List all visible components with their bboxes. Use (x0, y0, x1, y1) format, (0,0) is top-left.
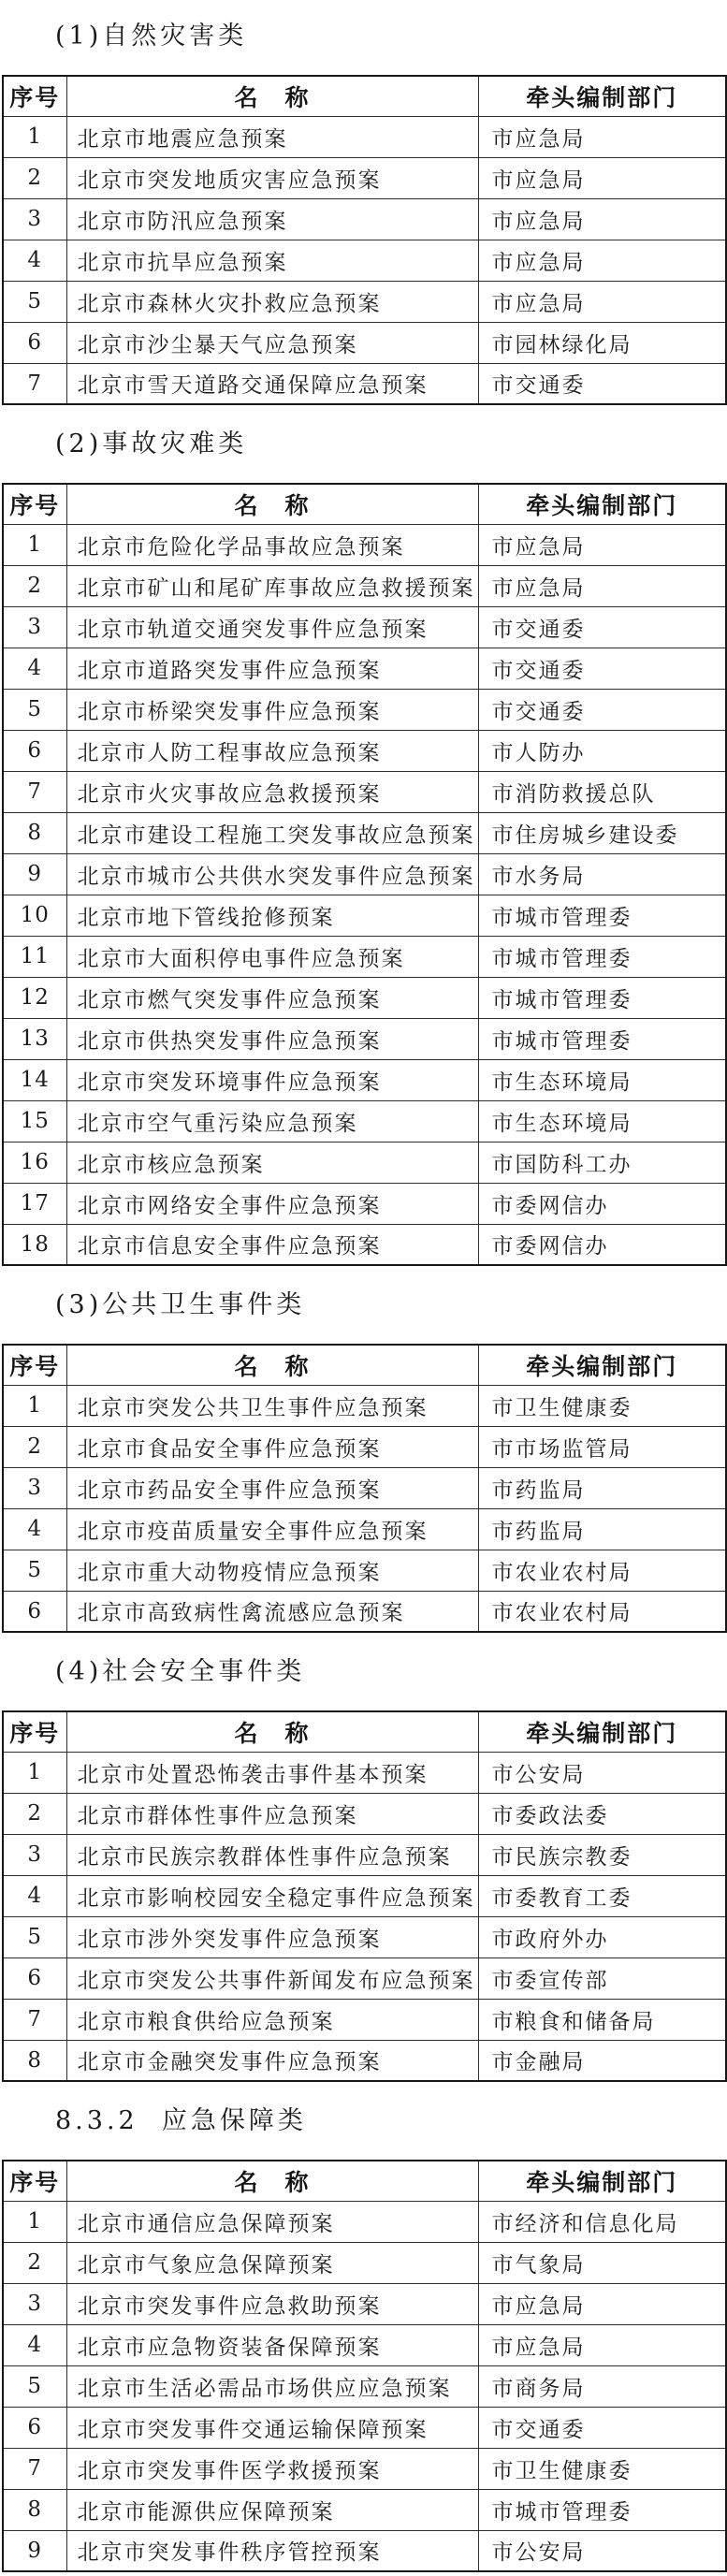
lead-department: 市城市管理委 (478, 977, 726, 1018)
row-index: 6 (3, 322, 66, 363)
plan-name: 北京市核应急预案 (66, 1142, 478, 1183)
column-header-department: 牵头编制部门 (478, 1345, 726, 1385)
table-row (3, 2530, 726, 2571)
row-index: 6 (3, 2407, 66, 2448)
plan-name: 北京市突发地质灾害应急预案 (66, 157, 478, 198)
lead-department: 市委教育工委 (478, 1875, 726, 1916)
plan-name: 北京市生活必需品市场供应应急预案 (66, 2365, 478, 2407)
table-header-row (3, 2161, 726, 2201)
plan-name: 北京市空气重污染应急预案 (66, 1100, 478, 1142)
row-index: 7 (3, 363, 66, 404)
lead-department: 市民族宗教委 (478, 1834, 726, 1875)
lead-department: 市应急局 (478, 116, 726, 157)
plan-name: 北京市突发环境事件应急预案 (66, 1059, 478, 1100)
table-row (3, 281, 726, 322)
table-header-row (3, 484, 726, 524)
lead-department: 市政府外办 (478, 1916, 726, 1957)
row-index: 2 (3, 1793, 66, 1834)
plan-name: 北京市处置恐怖袭击事件基本预案 (66, 1752, 478, 1793)
table-row (3, 2201, 726, 2242)
plan-section (2, 1289, 726, 1633)
row-index: 5 (3, 281, 66, 322)
plan-name: 北京市信息安全事件应急预案 (66, 1224, 478, 1265)
table-row (3, 116, 726, 157)
table-row (3, 1100, 726, 1142)
plan-name: 北京市群体性事件应急预案 (66, 1793, 478, 1834)
lead-department: 市药监局 (478, 1467, 726, 1508)
column-header-name: 名 称 (66, 2161, 478, 2201)
section-heading: (4)社会安全事件类 (55, 1657, 306, 1686)
plan-name: 北京市道路突发事件应急预案 (66, 648, 478, 689)
table-row (3, 2242, 726, 2283)
table-row (3, 606, 726, 648)
row-index: 5 (3, 1916, 66, 1957)
row-index: 4 (3, 2324, 66, 2365)
lead-department: 市应急局 (478, 157, 726, 198)
lead-department: 市应急局 (478, 2283, 726, 2324)
table-header-row (3, 1345, 726, 1385)
plan-name: 北京市地下管线抢修预案 (66, 895, 478, 936)
table-body (3, 524, 726, 1265)
table-row (3, 1183, 726, 1224)
column-header-department: 牵头编制部门 (478, 2161, 726, 2201)
table-row (3, 2407, 726, 2448)
table-row (3, 1957, 726, 1999)
table-body (3, 1385, 726, 1632)
table-row (3, 771, 726, 812)
plan-name: 北京市供热突发事件应急预案 (66, 1018, 478, 1059)
lead-department: 市公安局 (478, 2530, 726, 2571)
lead-department: 市农业农村局 (478, 1550, 726, 1591)
lead-department: 市气象局 (478, 2242, 726, 2283)
plan-name: 北京市气象应急保障预案 (66, 2242, 478, 2283)
table-row (3, 198, 726, 240)
plan-name: 北京市能源供应保障预案 (66, 2489, 478, 2530)
row-index: 5 (3, 689, 66, 730)
table-row (3, 1059, 726, 1100)
row-index: 14 (3, 1059, 66, 1100)
lead-department: 市国防科工办 (478, 1142, 726, 1183)
table-row (3, 2040, 726, 2081)
table-row (3, 2489, 726, 2530)
lead-department: 市城市管理委 (478, 2489, 726, 2530)
plan-name: 北京市药品安全事件应急预案 (66, 1467, 478, 1508)
row-index: 10 (3, 895, 66, 936)
lead-department: 市生态环境局 (478, 1059, 726, 1100)
column-header-department: 牵头编制部门 (478, 1711, 726, 1752)
plan-name: 北京市地震应急预案 (66, 116, 478, 157)
plan-section (2, 1656, 726, 2082)
table-row (3, 322, 726, 363)
table-row (3, 648, 726, 689)
row-index: 4 (3, 240, 66, 281)
row-index: 13 (3, 1018, 66, 1059)
row-index: 7 (3, 2448, 66, 2489)
plan-name: 北京市轨道交通突发事件应急预案 (66, 606, 478, 648)
plan-name: 北京市突发事件秩序管控预案 (66, 2530, 478, 2571)
row-index: 3 (3, 2283, 66, 2324)
lead-department: 市应急局 (478, 524, 726, 565)
lead-department: 市交通委 (478, 689, 726, 730)
lead-department: 市消防救援总队 (478, 771, 726, 812)
column-header-index: 序号 (3, 2161, 66, 2201)
section-heading: (1)自然灾害类 (55, 22, 248, 51)
plan-section (2, 2105, 726, 2572)
plan-name: 北京市危险化学品事故应急预案 (66, 524, 478, 565)
row-index: 2 (3, 565, 66, 606)
plan-table (2, 1344, 727, 1633)
plan-name: 北京市桥梁突发事件应急预案 (66, 689, 478, 730)
row-index: 2 (3, 1426, 66, 1467)
plan-name: 北京市火灾事故应急救援预案 (66, 771, 478, 812)
plan-name: 北京市网络安全事件应急预案 (66, 1183, 478, 1224)
table-row (3, 1793, 726, 1834)
lead-department: 市商务局 (478, 2365, 726, 2407)
plan-name: 北京市突发公共卫生事件应急预案 (66, 1385, 478, 1426)
lead-department: 市水务局 (478, 853, 726, 895)
table-row (3, 1752, 726, 1793)
table-row (3, 1224, 726, 1265)
row-index: 8 (3, 2489, 66, 2530)
table-row (3, 524, 726, 565)
row-index: 3 (3, 198, 66, 240)
lead-department: 市农业农村局 (478, 1591, 726, 1632)
column-header-index: 序号 (3, 1711, 66, 1752)
table-row (3, 853, 726, 895)
lead-department: 市卫生健康委 (478, 1385, 726, 1426)
lead-department: 市住房城乡建设委 (478, 812, 726, 853)
table-row (3, 1018, 726, 1059)
row-index: 9 (3, 853, 66, 895)
column-header-name: 名 称 (66, 1711, 478, 1752)
plan-table (2, 483, 727, 1266)
plan-table (2, 1710, 727, 2082)
table-row (3, 1875, 726, 1916)
table-header-row (3, 1711, 726, 1752)
plan-name: 北京市防汛应急预案 (66, 198, 478, 240)
plan-name: 北京市雪天道路交通保障应急预案 (66, 363, 478, 404)
lead-department: 市委网信办 (478, 1183, 726, 1224)
lead-department: 市应急局 (478, 198, 726, 240)
row-index: 4 (3, 1875, 66, 1916)
row-index: 2 (3, 157, 66, 198)
row-index: 1 (3, 524, 66, 565)
lead-department: 市委宣传部 (478, 1957, 726, 1999)
table-row (3, 812, 726, 853)
plan-section (2, 429, 726, 1266)
lead-department: 市应急局 (478, 565, 726, 606)
table-row (3, 157, 726, 198)
lead-department: 市金融局 (478, 2040, 726, 2081)
table-row (3, 1550, 726, 1591)
plan-name: 北京市抗旱应急预案 (66, 240, 478, 281)
lead-department: 市经济和信息化局 (478, 2201, 726, 2242)
plan-section (2, 21, 726, 405)
plan-name: 北京市人防工程事故应急预案 (66, 730, 478, 771)
column-header-index: 序号 (3, 76, 66, 116)
lead-department: 市交通委 (478, 606, 726, 648)
table-row (3, 363, 726, 404)
section-heading: (2)事故灾难类 (55, 429, 248, 458)
plan-name: 北京市影响校园安全稳定事件应急预案 (66, 1875, 478, 1916)
row-index: 11 (3, 936, 66, 977)
lead-department: 市卫生健康委 (478, 2448, 726, 2489)
plan-name: 北京市大面积停电事件应急预案 (66, 936, 478, 977)
table-body (3, 116, 726, 404)
column-header-department: 牵头编制部门 (478, 484, 726, 524)
plan-name: 北京市通信应急保障预案 (66, 2201, 478, 2242)
table-row (3, 895, 726, 936)
row-index: 8 (3, 2040, 66, 2081)
section-heading: 8.3.2 应急保障类 (55, 2106, 307, 2135)
row-index: 3 (3, 606, 66, 648)
row-index: 1 (3, 116, 66, 157)
table-row (3, 2448, 726, 2489)
row-index: 7 (3, 771, 66, 812)
table-row (3, 2324, 726, 2365)
plan-name: 北京市涉外突发事件应急预案 (66, 1916, 478, 1957)
lead-department: 市城市管理委 (478, 1018, 726, 1059)
row-index: 8 (3, 812, 66, 853)
table-row (3, 1426, 726, 1467)
lead-department: 市城市管理委 (478, 936, 726, 977)
lead-department: 市交通委 (478, 648, 726, 689)
table-row (3, 240, 726, 281)
row-index: 5 (3, 2365, 66, 2407)
plan-name: 北京市矿山和尾矿库事故应急救援预案 (66, 565, 478, 606)
row-index: 4 (3, 1508, 66, 1550)
lead-department: 市应急局 (478, 2324, 726, 2365)
lead-department: 市交通委 (478, 363, 726, 404)
row-index: 15 (3, 1100, 66, 1142)
plan-sections-container (2, 21, 726, 2572)
lead-department: 市交通委 (478, 2407, 726, 2448)
plan-name: 北京市突发事件交通运输保障预案 (66, 2407, 478, 2448)
row-index: 3 (3, 1467, 66, 1508)
lead-department: 市园林绿化局 (478, 322, 726, 363)
lead-department: 市公安局 (478, 1752, 726, 1793)
plan-name: 北京市突发事件应急救助预案 (66, 2283, 478, 2324)
table-row (3, 565, 726, 606)
table-row (3, 730, 726, 771)
row-index: 16 (3, 1142, 66, 1183)
row-index: 1 (3, 1385, 66, 1426)
plan-name: 北京市应急物资装备保障预案 (66, 2324, 478, 2365)
plan-table (2, 2160, 727, 2572)
column-header-index: 序号 (3, 484, 66, 524)
plan-name: 北京市疫苗质量安全事件应急预案 (66, 1508, 478, 1550)
lead-department: 市粮食和储备局 (478, 1999, 726, 2040)
row-index: 18 (3, 1224, 66, 1265)
plan-name: 北京市食品安全事件应急预案 (66, 1426, 478, 1467)
table-row (3, 1916, 726, 1957)
table-row (3, 977, 726, 1018)
plan-name: 北京市森林火灾扑救应急预案 (66, 281, 478, 322)
row-index: 3 (3, 1834, 66, 1875)
section-heading: (3)公共卫生事件类 (55, 1290, 306, 1319)
table-row (3, 1142, 726, 1183)
table-row (3, 1999, 726, 2040)
table-row (3, 1508, 726, 1550)
column-header-department: 牵头编制部门 (478, 76, 726, 116)
lead-department: 市城市管理委 (478, 895, 726, 936)
column-header-index: 序号 (3, 1345, 66, 1385)
plan-name: 北京市突发公共事件新闻发布应急预案 (66, 1957, 478, 1999)
plan-name: 北京市突发事件医学救援预案 (66, 2448, 478, 2489)
plan-name: 北京市沙尘暴天气应急预案 (66, 322, 478, 363)
plan-name: 北京市燃气突发事件应急预案 (66, 977, 478, 1018)
row-index: 17 (3, 1183, 66, 1224)
table-header-row (3, 76, 726, 116)
row-index: 6 (3, 1591, 66, 1632)
lead-department: 市委网信办 (478, 1224, 726, 1265)
table-row (3, 2283, 726, 2324)
row-index: 9 (3, 2530, 66, 2571)
plan-name: 北京市粮食供给应急预案 (66, 1999, 478, 2040)
lead-department: 市药监局 (478, 1508, 726, 1550)
plan-name: 北京市金融突发事件应急预案 (66, 2040, 478, 2081)
column-header-name: 名 称 (66, 1345, 478, 1385)
table-row (3, 689, 726, 730)
row-index: 2 (3, 2242, 66, 2283)
lead-department: 市市场监管局 (478, 1426, 726, 1467)
table-body (3, 1752, 726, 2081)
table-row (3, 1591, 726, 1632)
plan-table (2, 75, 727, 405)
plan-name: 北京市高致病性禽流感应急预案 (66, 1591, 478, 1632)
row-index: 6 (3, 1957, 66, 1999)
table-row (3, 936, 726, 977)
table-row (3, 1834, 726, 1875)
table-row (3, 2365, 726, 2407)
table-row (3, 1467, 726, 1508)
plan-name: 北京市重大动物疫情应急预案 (66, 1550, 478, 1591)
lead-department: 市生态环境局 (478, 1100, 726, 1142)
row-index: 1 (3, 2201, 66, 2242)
row-index: 7 (3, 1999, 66, 2040)
plan-name: 北京市建设工程施工突发事故应急预案 (66, 812, 478, 853)
lead-department: 市应急局 (478, 240, 726, 281)
row-index: 6 (3, 730, 66, 771)
lead-department: 市应急局 (478, 281, 726, 322)
lead-department: 市委政法委 (478, 1793, 726, 1834)
row-index: 5 (3, 1550, 66, 1591)
row-index: 12 (3, 977, 66, 1018)
lead-department: 市人防办 (478, 730, 726, 771)
table-row (3, 1385, 726, 1426)
row-index: 4 (3, 648, 66, 689)
table-body (3, 2201, 726, 2571)
plan-name: 北京市城市公共供水突发事件应急预案 (66, 853, 478, 895)
column-header-name: 名 称 (66, 76, 478, 116)
plan-name: 北京市民族宗教群体性事件应急预案 (66, 1834, 478, 1875)
row-index: 1 (3, 1752, 66, 1793)
column-header-name: 名 称 (66, 484, 478, 524)
